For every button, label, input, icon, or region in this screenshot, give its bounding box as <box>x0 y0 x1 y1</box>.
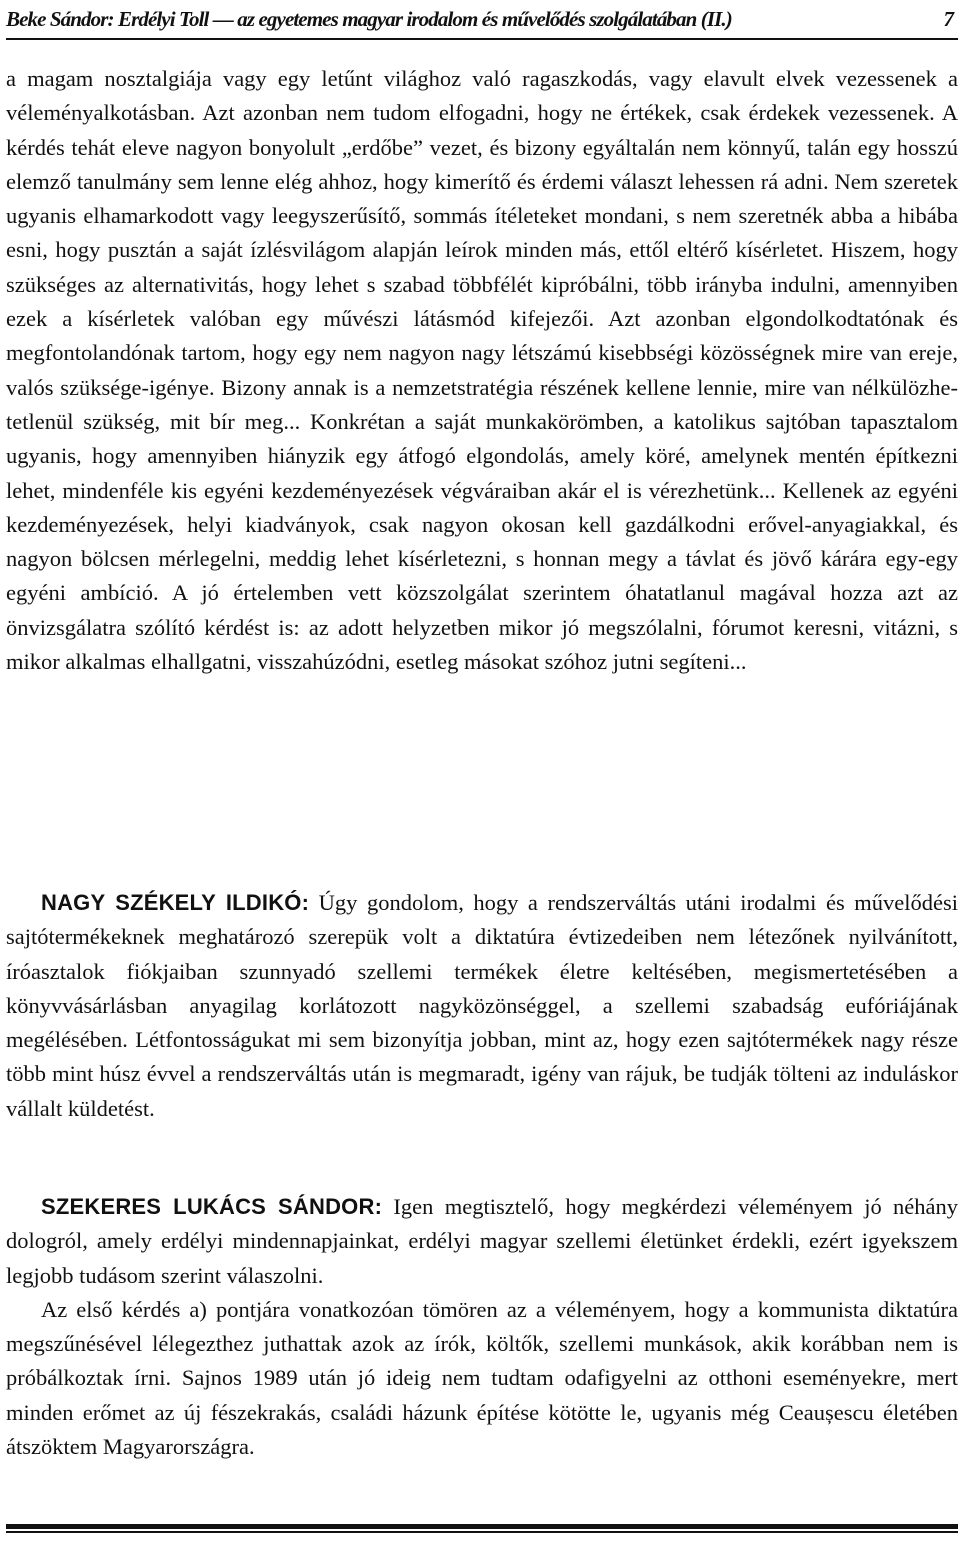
paragraph-answer: Az első kérdés a) pontjára vonatkozóan tömören az a véleményem, hogy a kommunista diktatúra megszűnésével lélegezthez juthattak azok az írók, költők, szellemi munkások, akik korábban nem is próbálkoztak írni. Sajnos 1989 után jó ideig nem tudtam odafigyelni az otthoni eseményekre, mert minden erőmet az új fészekrakás, családi házunk építése kötötte le, ugyanis még Ceaușescu életében átszöktem Magyarországra. <box>6 1296 958 1460</box>
running-header <box>6 2 958 40</box>
footer-rule <box>6 1524 958 1533</box>
header-title: Beke Sándor: Erdélyi Toll — az egyetemes magyar irodalom és művelődés szolgálatában (II.) <box>6 7 732 31</box>
paragraph-szekeres <box>6 1190 958 1293</box>
page-number: 7 <box>943 7 954 31</box>
document-page <box>6 0 958 1545</box>
paragraph-nagy-szekely <box>6 886 958 1126</box>
speaker-name: NAGY SZÉKELY ILDIKÓ: <box>41 890 310 915</box>
paragraph-body: Igen megtisztelő, hogy megkérdezi véleményem jó néhány dologról, amely erdélyi mindennapjainkat, erdélyi magyar szellemi életünket érdekli, ezért igyekszem legjobb tudásom szerint válaszolni. <box>6 1194 958 1288</box>
paragraph-continuation: a magam nosztalgiája vagy egy letűnt világhoz való ragaszkodás, vagy elavult elvek vezessenek a véleményalkotásban. Azt azonban nem tudom elfogadni, hogy ne értékek, csak érdekek vezessenek. A kérdés tehát eleve nagyon bonyolult „erdőbe” vezet, és bizony egyáltalán nem könnyű, talán egy hosszú elemző tanulmány sem lenne elég ahhoz, hogy kimerítő és érdemi választ lehessen rá adni. Nem szeretek ugyanis elhamarkodott vagy leegyszerűsítő, sommás ítéleteket mondani, s nem szeretnék abba a hibába esni, hogy pusztán a saját ízlésvilágom alapján leírok minden más, ettől eltérő kísérletet. Hiszem, hogy szükséges az alternativitás, hogy lehet s szabad többfélét kipróbálni, több irányba indulni, amennyiben ezek a kísérletek valóban egy művészi látásmód kifejezői. Azt azonban elgondolkodtatónak és megfontolandónak tartom, hogy egy nem nagyon nagy létszámú kisebbségi közösségnek mire van ereje, valós szüksége-igénye. Bizony annak is a nemzetstratégia részének kellene lennie, mire van nélkülözhetetlenül szükség, mit bír meg... Konkrétan a saját munkakörömben, a katolikus sajtóban tapasztalom ugyanis, hogy amennyiben hiányzik egy átfogó elgondolás, amely köré, amelynek mentén építkezni lehet, mindenféle kis egyéni kezdeményezések végváraiban akár el is vérezhetünk... Kellenek az egyéni kezdeményezések, helyi kiadványok, csak nagyon okosan kell gazdálkodni erővel-anyagiakkal, és nagyon bölcsen mérlegelni, meddig lehet kísérletezni, s honnan megy a távlat és jövő kárára egy-egy egyéni ambíció. A jó értelemben vett közszolgálat szerintem óhatatlanul magával hozza azt az önvizsgálatra szólító kérdést is: az adott helyzetben mikor jó megszólalni, fórumot keresni, vitázni, s mikor alkalmas elhallgatni, visszahúzódni, esetleg másokat szóhoz jutni segíteni... <box>6 66 958 675</box>
paragraph-body: Úgy gondolom, hogy a rendszerváltás utáni irodalmi és művelődési sajtótermékeknek meghatározó szerepük volt a diktatúra évtizedeiben nem létezőnek nyilvánított, íróasztalok fiókjaiban szunnyadó szellemi termékek életre keltésében, megismertetésében a könyvvásárlásban anyagilag korlátozott nagyközönséggel, a szellemi szabadság eufóriájának megélésében. Létfontosságukat mi sem bizonyítja jobban, mint az, hogy ezen sajtótermékek nagy része több mint húsz évvel a rendszerváltás után is megmaradt, igény van rájuk, be tudják tölteni az induláskor vállalt küldetést. <box>6 890 958 1121</box>
speaker-name: SZEKERES LUKÁCS SÁNDOR: <box>41 1194 383 1219</box>
text-block-2 <box>6 886 958 1126</box>
text-block-1 <box>6 62 958 679</box>
text-block-3 <box>6 1190 958 1464</box>
